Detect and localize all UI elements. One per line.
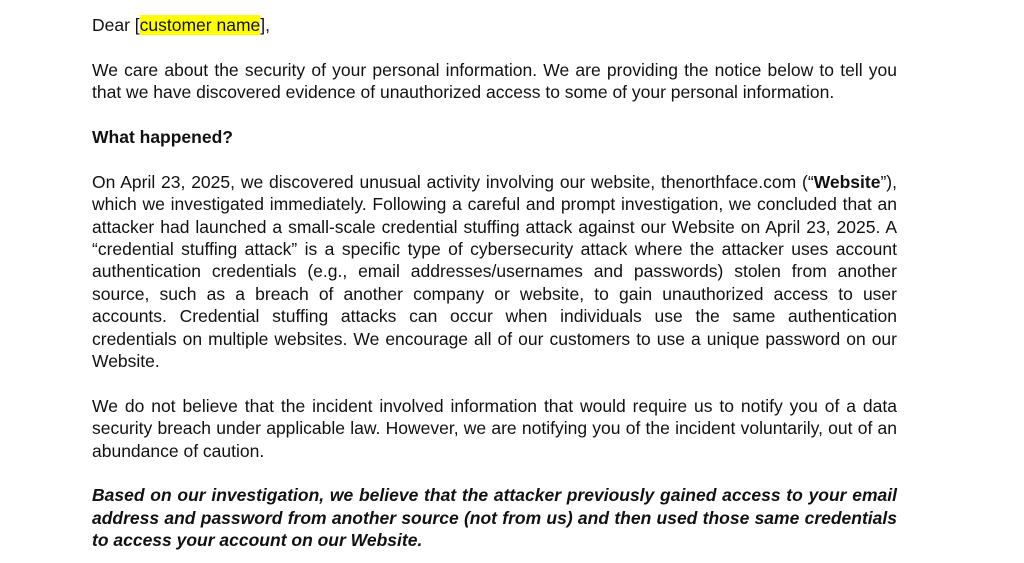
greeting-prefix: Dear [ [92, 15, 140, 35]
website-defined-term: Website [813, 171, 881, 192]
incident-text-rest: ”), which we investigated immediately. Following a careful and prompt investigation, we concluded that an attacker had launched a small-scale credential stuffing attack against our Website on April 23, 2025. A “credential stuffing attack” is a specific type of cybersecurity attack where the attacker uses account authentication credentials (e.g., email addresses/usernames and passwords) stolen from another source, such as a breach of another company or website, to gain unauthorized access to user accounts. Credential stuffing attacks can occur when individuals use the same authentication credentials on multiple websites. We encourage all of our customers to use a unique password on our Website. [92, 171, 897, 372]
incident-paragraph [92, 171, 897, 373]
notification-paragraph: We do not believe that the incident involved information that would require us to notify you of a data security breach under applicable law. However, we are notifying you of the incident voluntarily, out of an abundance of caution. [92, 395, 897, 461]
greeting-suffix: ], [260, 15, 270, 35]
intro-paragraph: We care about the security of your personal information. We are providing the notice below to tell you that we have discovered evidence of unauthorized access to some of your personal information. [92, 59, 897, 103]
section-heading-what-happened: What happened? [92, 127, 233, 147]
investigation-paragraph: Based on our investigation, we believe that the attacker previously gained access to your email address and password from another source (not from us) and then used those same credentials to access your account on our Website. [92, 485, 897, 551]
incident-text-start: On April 23, 2025, we discovered unusual activity involving our website, thenorthface.com (“ [92, 171, 814, 192]
greeting-line [92, 14, 897, 36]
customer-name-placeholder: customer name [139, 15, 261, 35]
letter-body [92, 14, 897, 563]
